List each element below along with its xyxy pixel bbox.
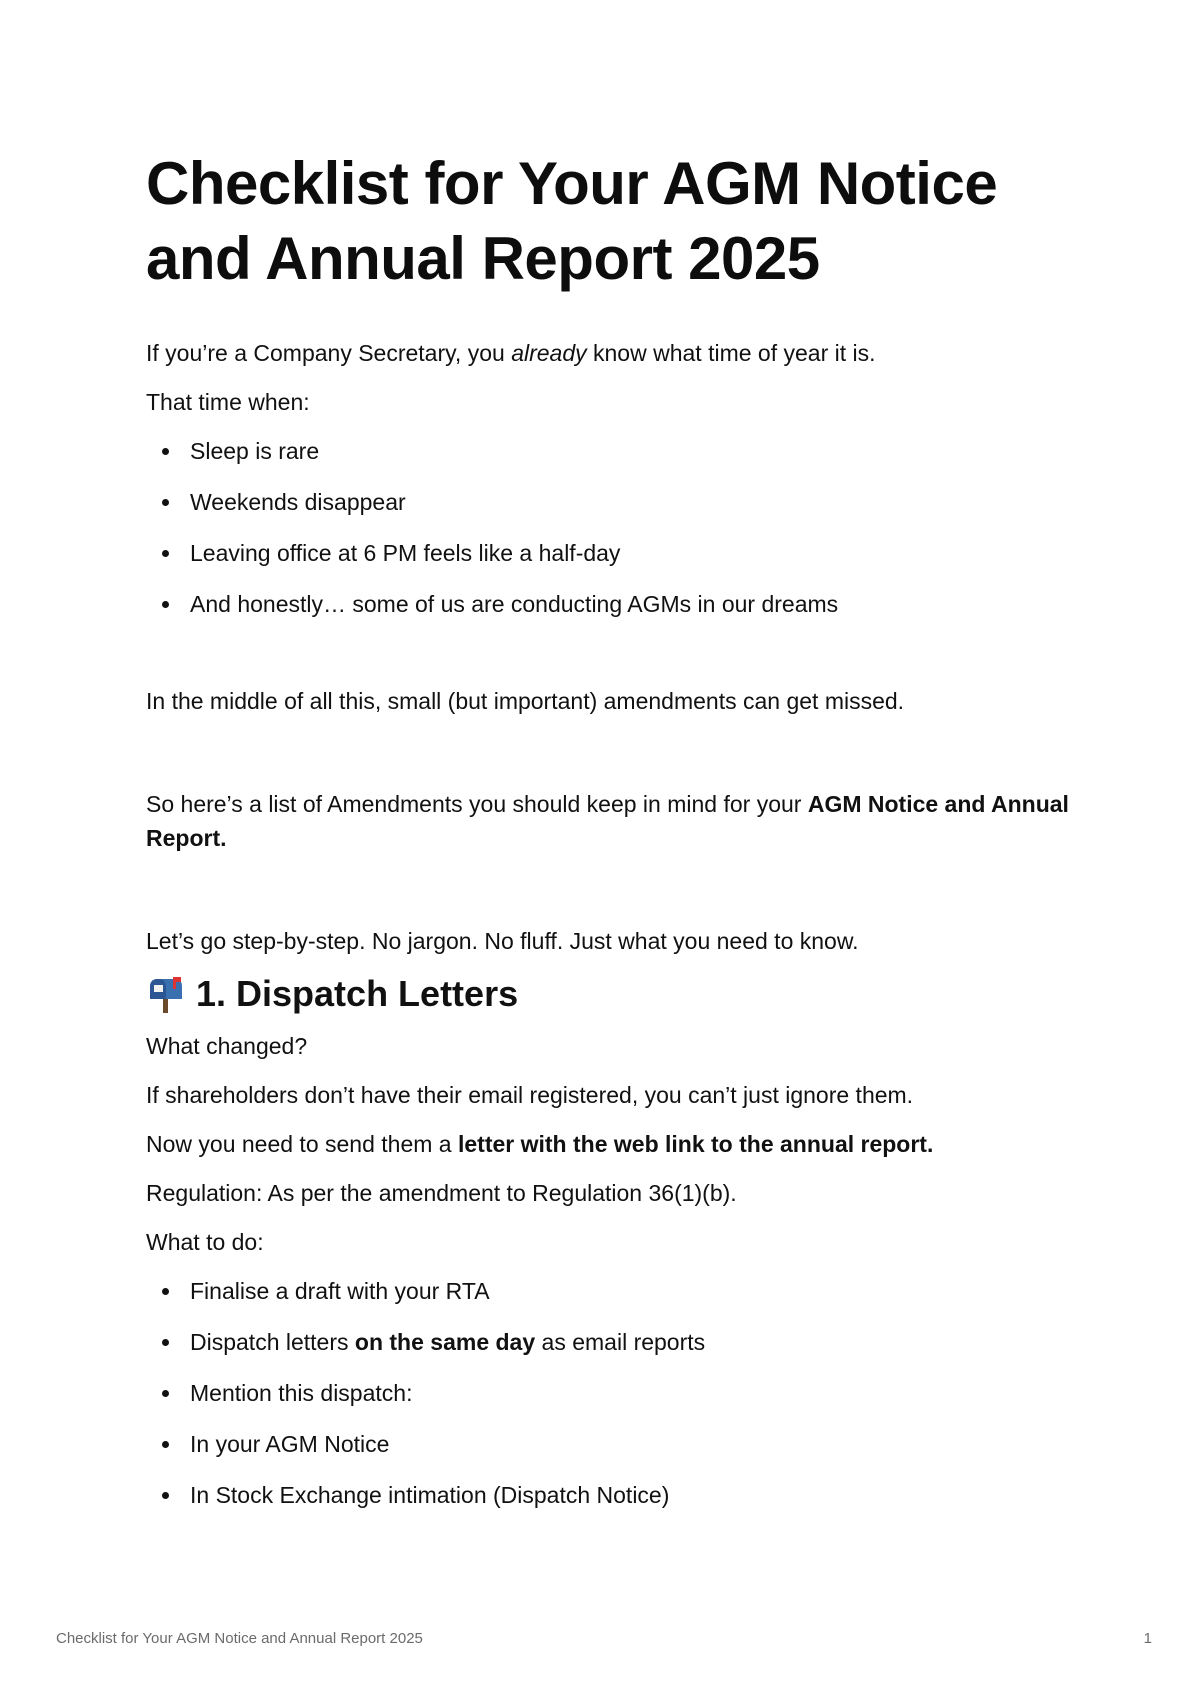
bullet-icon (162, 550, 169, 557)
section1-bullet-list (146, 1274, 1086, 1512)
bullet-icon (162, 1339, 169, 1346)
intro-paragraph-1: If you’re a Company Secretary, you already know what time of year it is. (146, 340, 876, 366)
regulation-text: Regulation: As per the amendment to Regulation 36(1)(b). (146, 1180, 737, 1206)
document-body (146, 336, 1086, 1529)
page-number: 1 (1143, 1630, 1152, 1647)
list-item: And honestly… some of us are conducting AGMs in our dreams (146, 587, 1086, 621)
list-item: Finalise a draft with your RTA (146, 1274, 1086, 1308)
bullet-icon (162, 1492, 169, 1499)
what-to-do-label: What to do: (146, 1229, 264, 1255)
bullet-icon (162, 1390, 169, 1397)
bullet-icon (162, 1288, 169, 1295)
list-item: Leaving office at 6 PM feels like a half-day (146, 536, 1086, 570)
intro-bullet-list (146, 434, 1086, 621)
page-title: Checklist for Your AGM Notice and Annual Report 2025 (146, 150, 998, 292)
section1-line-1: If shareholders don’t have their email registered, you can’t just ignore them. (146, 1082, 914, 1108)
section-heading-dispatch-letters: 1. Dispatch Letters (146, 973, 1086, 1015)
list-item: Weekends disappear (146, 485, 1086, 519)
mailbox-icon (146, 975, 186, 1013)
list-item: Dispatch letters on the same day as email reports (146, 1325, 1086, 1359)
footer-title: Checklist for Your AGM Notice and Annual Report 2025 (56, 1630, 423, 1647)
intro-paragraph-5: Let’s go step-by-step. No jargon. No fluff. Just what you need to know. (146, 928, 859, 954)
section1-line-2: Now you need to send them a letter with the web link to the annual report. (146, 1131, 934, 1157)
list-item: Sleep is rare (146, 434, 1086, 468)
list-item: In Stock Exchange intimation (Dispatch Notice) (146, 1478, 1086, 1512)
what-changed-label: What changed? (146, 1033, 308, 1059)
bullet-icon (162, 601, 169, 608)
intro-paragraph-2: That time when: (146, 389, 310, 415)
bullet-icon (162, 448, 169, 455)
list-item: In your AGM Notice (146, 1427, 1086, 1461)
list-item: Mention this dispatch: (146, 1376, 1086, 1410)
bullet-icon (162, 1441, 169, 1448)
bullet-icon (162, 499, 169, 506)
intro-paragraph-4: So here’s a list of Amendments you should keep in mind for your AGM Notice and Annual Report. (146, 791, 1069, 851)
intro-paragraph-3: In the middle of all this, small (but important) amendments can get missed. (146, 688, 905, 714)
